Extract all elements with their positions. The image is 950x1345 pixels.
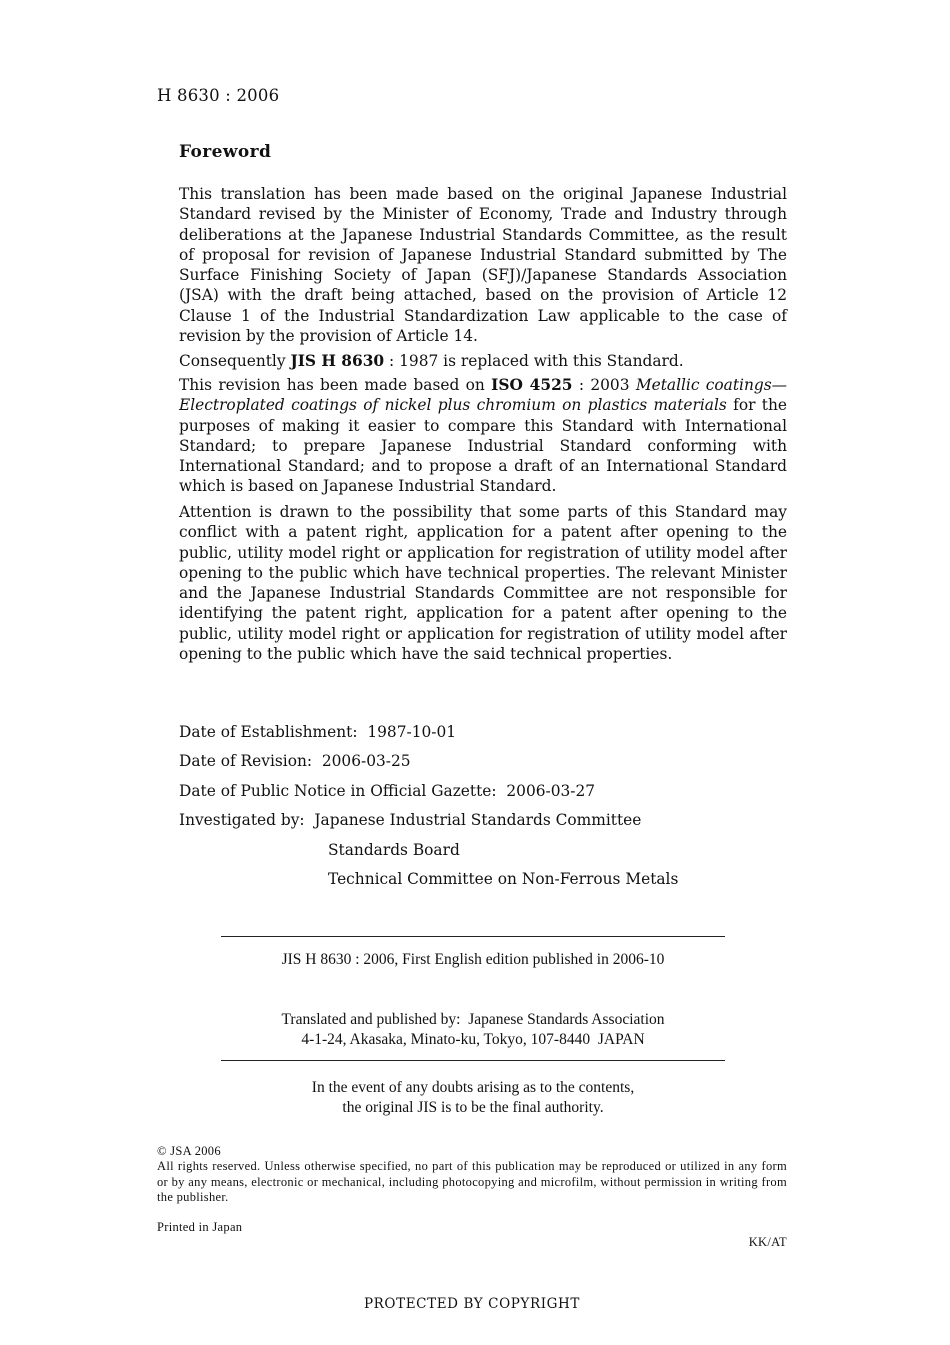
copyright-notice: © JSA 2006 bbox=[157, 1144, 221, 1158]
authority-notice bbox=[221, 1078, 725, 1118]
foreword-paragraph-2 bbox=[179, 351, 787, 371]
publisher-code: KK/AT bbox=[748, 1235, 787, 1249]
authority-line-2: the original JIS is to be the final authority. bbox=[342, 1099, 604, 1116]
date-of-public-notice: Date of Public Notice in Official Gazette: 2006-03-27 bbox=[179, 782, 596, 800]
publisher-address: 4-1-24, Akasaka, Minato-ku, Tokyo, 107-8440 JAPAN bbox=[301, 1031, 645, 1048]
investigated-label: Investigated by: bbox=[179, 811, 315, 829]
p3-prefix: This revision has been made based on bbox=[179, 376, 492, 394]
copyright-watermark: PROTECTED BY COPYRIGHT bbox=[363, 1296, 581, 1312]
investigated-technical-committee: Technical Committee on Non-Ferrous Metals bbox=[328, 870, 679, 888]
p3-mid: : 2003 bbox=[572, 376, 636, 394]
divider-bottom bbox=[221, 1060, 725, 1061]
p3-iso-title: Metallic coatings—Electroplated coatings of nickel plus chromium on plastics materials bbox=[179, 376, 788, 415]
authority-line-1: In the event of any doubts arising as to the contents, bbox=[311, 1079, 635, 1096]
foreword-heading: Foreword bbox=[179, 142, 272, 162]
rights-statement: All rights reserved. Unless otherwise specified, no part of this publication may be reproduced or utilized in any form or by any means, electronic or mechanical, including photocopying and microfilm, without permission in writing from the publisher. bbox=[157, 1159, 787, 1204]
p3-iso-ref: ISO 4525 bbox=[491, 376, 573, 394]
foreword-paragraph-4: Attention is drawn to the possibility that some parts of this Standard may conflict with a patent right, application for a patent after opening to the public, utility model right or application for registration of utility model after opening to the public which have technical properties. The relevant Minister and the Japanese Industrial Standards Committee are not responsible for identifying the patent right, application for a patent after opening to the public, utility model right or application for registration of utility model after opening to the public which have the said technical properties. bbox=[179, 503, 787, 664]
p2-standard-ref: JIS H 8630 bbox=[290, 352, 385, 370]
edition-notice: JIS H 8630 : 2006, First English edition published in 2006-10 bbox=[281, 951, 665, 968]
investigated-committee: Japanese Industrial Standards Committee bbox=[314, 811, 642, 829]
printed-in: Printed in Japan bbox=[157, 1220, 243, 1234]
investigated-board: Standards Board bbox=[328, 841, 460, 859]
investigated-by bbox=[179, 811, 641, 829]
foreword-paragraph-1: This translation has been made based on the original Japanese Industrial Standard revised by the Minister of Economy, Trade and Industry through deliberations at the Japanese Industrial Standards Committee, as the result of proposal for revision of Japanese Industrial Standard submitted by The Surface Finishing Society of Japan (SFJ)/Japanese Standards Association (JSA) with the draft being attached, based on the provision of Article 12 Clause 1 of the Industrial Standardization Law applicable to the case of revision by the provision of Article 14. bbox=[179, 185, 787, 346]
divider-top bbox=[221, 936, 725, 937]
document-id: H 8630 : 2006 bbox=[157, 86, 280, 105]
date-of-establishment: Date of Establishment: 1987-10-01 bbox=[179, 723, 457, 741]
p2-suffix: : 1987 is replaced with this Standard. bbox=[384, 352, 684, 370]
p3-suffix: for the purposes of making it easier to compare this Standard with International Standard; to prepare Japanese Industrial Standard conforming with International Standard; and to propose a draft of an International Standard which is based on Japanese Industrial Standard. bbox=[179, 396, 787, 496]
publisher-block bbox=[221, 1010, 725, 1050]
p2-prefix: Consequently bbox=[179, 352, 291, 370]
date-of-revision: Date of Revision: 2006-03-25 bbox=[179, 752, 411, 770]
foreword-paragraph-3 bbox=[179, 375, 787, 497]
translated-by: Translated and published by: Japanese Standards Association bbox=[281, 1011, 665, 1028]
